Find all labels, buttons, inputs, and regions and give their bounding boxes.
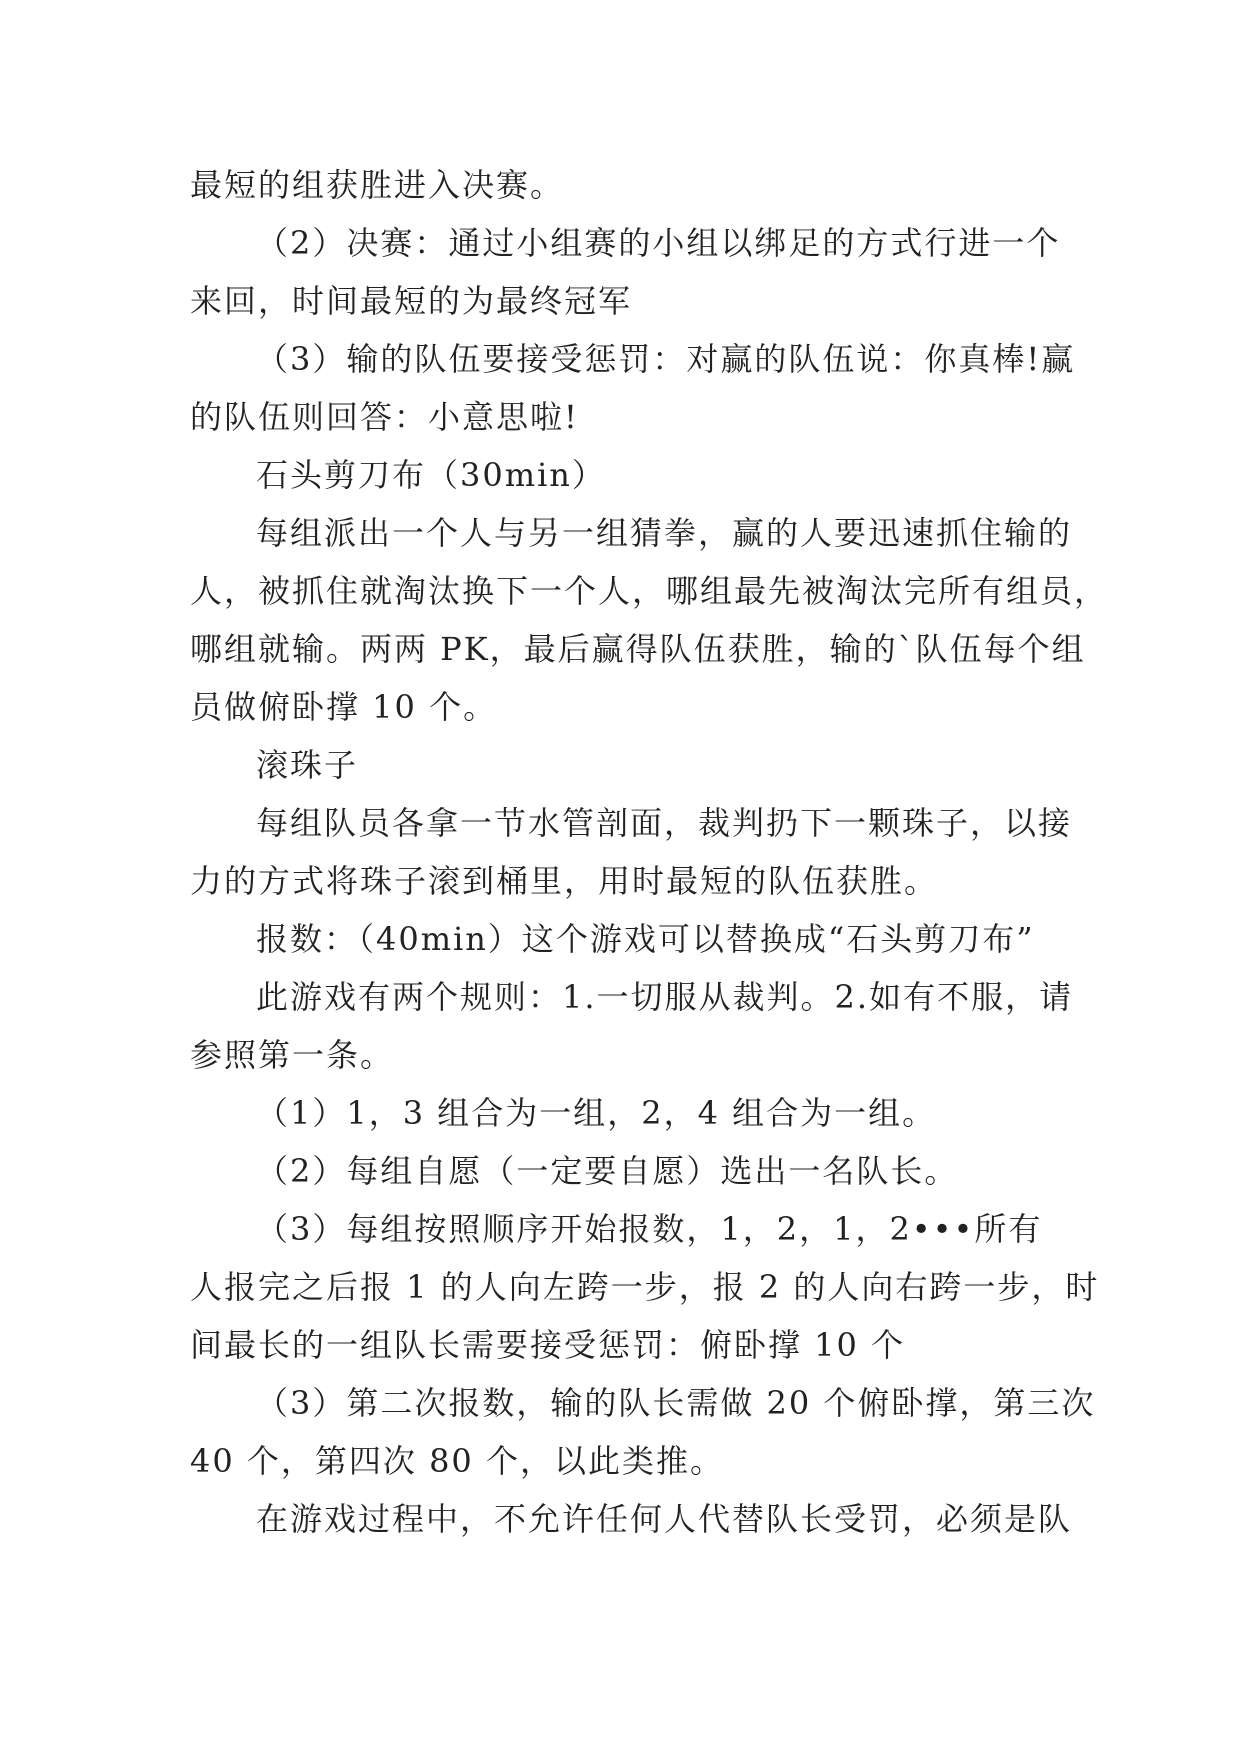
text-line: 来回，时间最短的为最终冠军 [190, 282, 633, 320]
text-line: （3）输的队伍要接受惩罚：对赢的队伍说：你真棒!赢 [256, 340, 1076, 378]
text-line: 哪组就输。两两 PK，最后赢得队伍获胜，输的`队伍每个组 [190, 630, 1086, 668]
section-heading: 滚珠子 [256, 746, 359, 784]
text-line: 的队伍则回答：小意思啦! [190, 398, 579, 436]
body-text [190, 156, 1109, 1548]
text-line: 最短的组获胜进入决赛。 [190, 166, 565, 204]
section-heading: 石头剪刀布（30min） [256, 456, 606, 494]
text-line: （3）第二次报数，输的队长需做 20 个俯卧撑，第三次 [256, 1384, 1096, 1422]
text-line: 间最长的一组队长需要接受惩罚：俯卧撑 10 个 [190, 1326, 906, 1364]
text-line: 力的方式将珠子滚到桶里，用时最短的队伍获胜。 [190, 862, 939, 900]
text-line: （2）每组自愿（一定要自愿）选出一名队长。 [256, 1152, 959, 1190]
section-heading: 报数：（40min）这个游戏可以替换成“石头剪刀布” [256, 920, 1035, 958]
text-line: 参照第一条。 [190, 1036, 395, 1074]
text-line: 员做俯卧撑 10 个。 [190, 688, 498, 726]
text-line: 在游戏过程中，不允许任何人代替队长受罚，必须是队 [256, 1500, 1073, 1538]
text-line: （2）决赛：通过小组赛的小组以绑足的方式行进一个 [256, 224, 1061, 262]
text-line: 每组派出一个人与另一组猜拳，赢的人要迅速抓住输的 [256, 514, 1073, 552]
text-line: （1）1，3 组合为一组，2，4 组合为一组。 [256, 1094, 937, 1132]
text-line: 40 个，第四次 80 个，以此类推。 [190, 1442, 724, 1480]
text-line: 人，被抓住就淘汰换下一个人，哪组最先被淘汰完所有组员， [190, 572, 1109, 610]
text-line: 此游戏有两个规则：1.一切服从裁判。2.如有不服，请 [256, 978, 1074, 1016]
text-line: 每组队员各拿一节水管剖面，裁判扔下一颗珠子，以接 [256, 804, 1073, 842]
text-line: 人报完之后报 1 的人向左跨一步，报 2 的人向右跨一步，时 [190, 1268, 1100, 1306]
text-line: （3）每组按照顺序开始报数，1，2，1，2•••所有 [256, 1210, 1043, 1248]
